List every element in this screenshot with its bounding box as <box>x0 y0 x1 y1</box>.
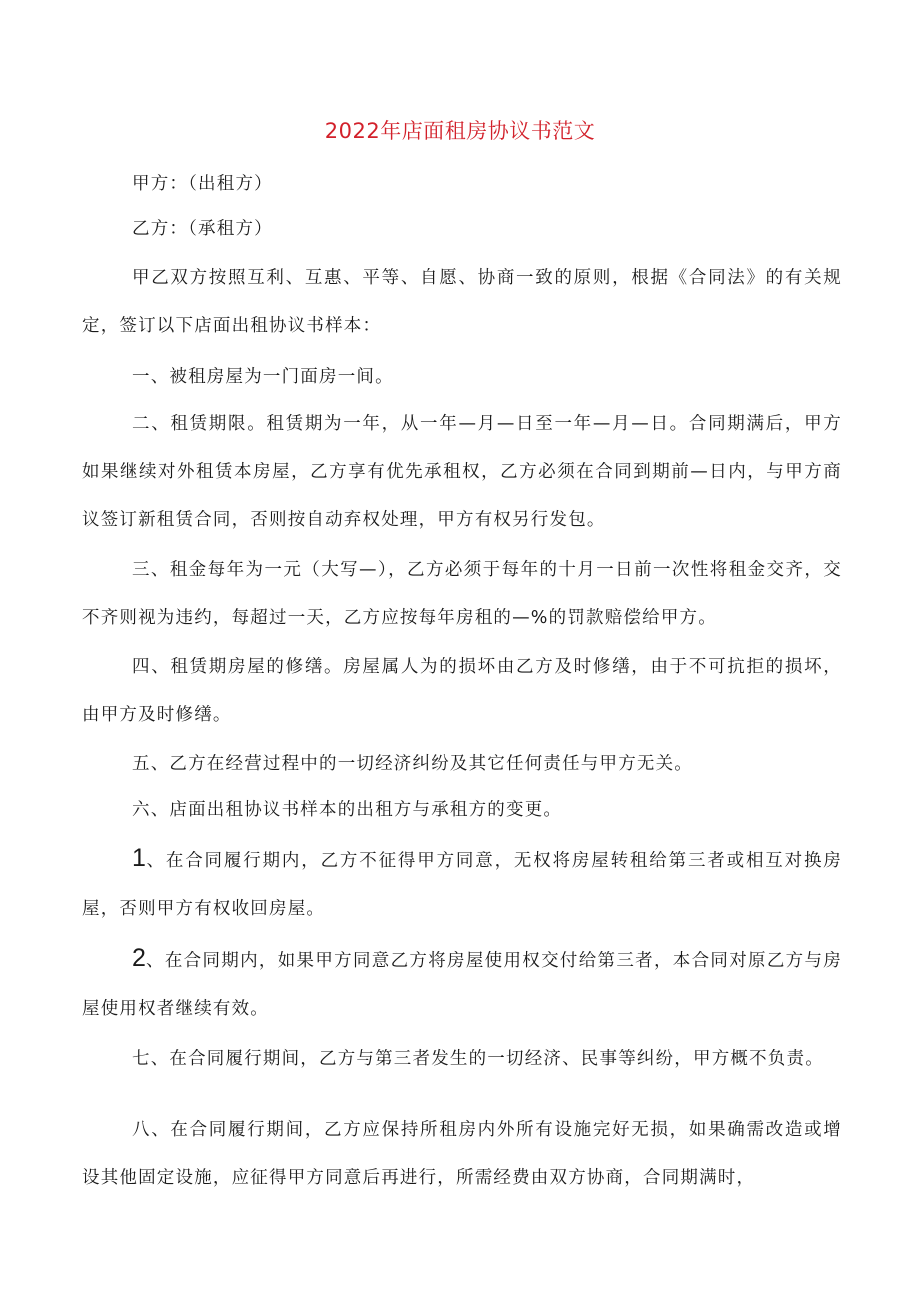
clause-5: 五、乙方在经营过程中的一切经济纠纷及其它任何责任与甲方无关。 <box>132 754 693 774</box>
clause-2: 二、租赁期限。租赁期为一年，从一年—月—日至一年—月—日。合同期满后，甲方如果继续对外租赁本房屋，乙方享有优先承租权，乙方必须在合同到期前—日内，与甲方商议签订新租赁合同，否则按自动弃权处理，甲方有权另行发包。 <box>82 414 842 530</box>
sub-clause-1-number: 1 <box>132 844 146 872</box>
intro-paragraph: 甲乙双方按照互利、互惠、平等、自愿、协商一致的原则，根据《合同法》的有关规定，签订以下店面出租协议书样本： <box>82 268 842 336</box>
party-b-line: 乙方：（承租方） <box>132 219 273 239</box>
sub-clause-2-number: 2 <box>132 944 146 972</box>
clause-1: 一、被租房屋为一门面房一间。 <box>132 367 394 387</box>
clause-7: 七、在合同履行期间，乙方与第三者发生的一切经济、民事等纠纷，甲方概不负责。 <box>132 1049 824 1069</box>
party-a-line: 甲方：（出租方） <box>132 174 273 194</box>
sub-clause-2 <box>82 934 842 1033</box>
clause-8: 八、在合同履行期间，乙方应保持所租房内外所有设施完好无损，如果确需改造或增设其他固定设施，应征得甲方同意后再进行，所需经费由双方协商，合同期满时， <box>82 1120 842 1188</box>
document-title: 2022年店面租房协议书范文 <box>324 119 596 143</box>
clause-3: 三、租金每年为一元（大写—），乙方必须于每年的十月一日前一次性将租金交齐，交不齐则视为违约，每超过一天，乙方应按每年房租的—%的罚款赔偿给甲方。 <box>82 560 842 628</box>
sub-clause-1-text: 、在合同履行期内，乙方不征得甲方同意，无权将房屋转租给第三者或相互对换房屋，否则甲方有权收回房屋。 <box>82 851 842 919</box>
clause-6: 六、店面出租协议书样本的出租方与承租方的变更。 <box>132 800 563 820</box>
sub-clause-2-text: 、在合同期内，如果甲方同意乙方将房屋使用权交付给第三者，本合同对原乙方与房屋使用权者继续有效。 <box>82 951 842 1019</box>
clause-4: 四、租赁期房屋的修缮。房屋属人为的损坏由乙方及时修缮，由于不可抗拒的损坏，由甲方及时修缮。 <box>82 657 842 725</box>
sub-clause-1 <box>82 834 842 933</box>
